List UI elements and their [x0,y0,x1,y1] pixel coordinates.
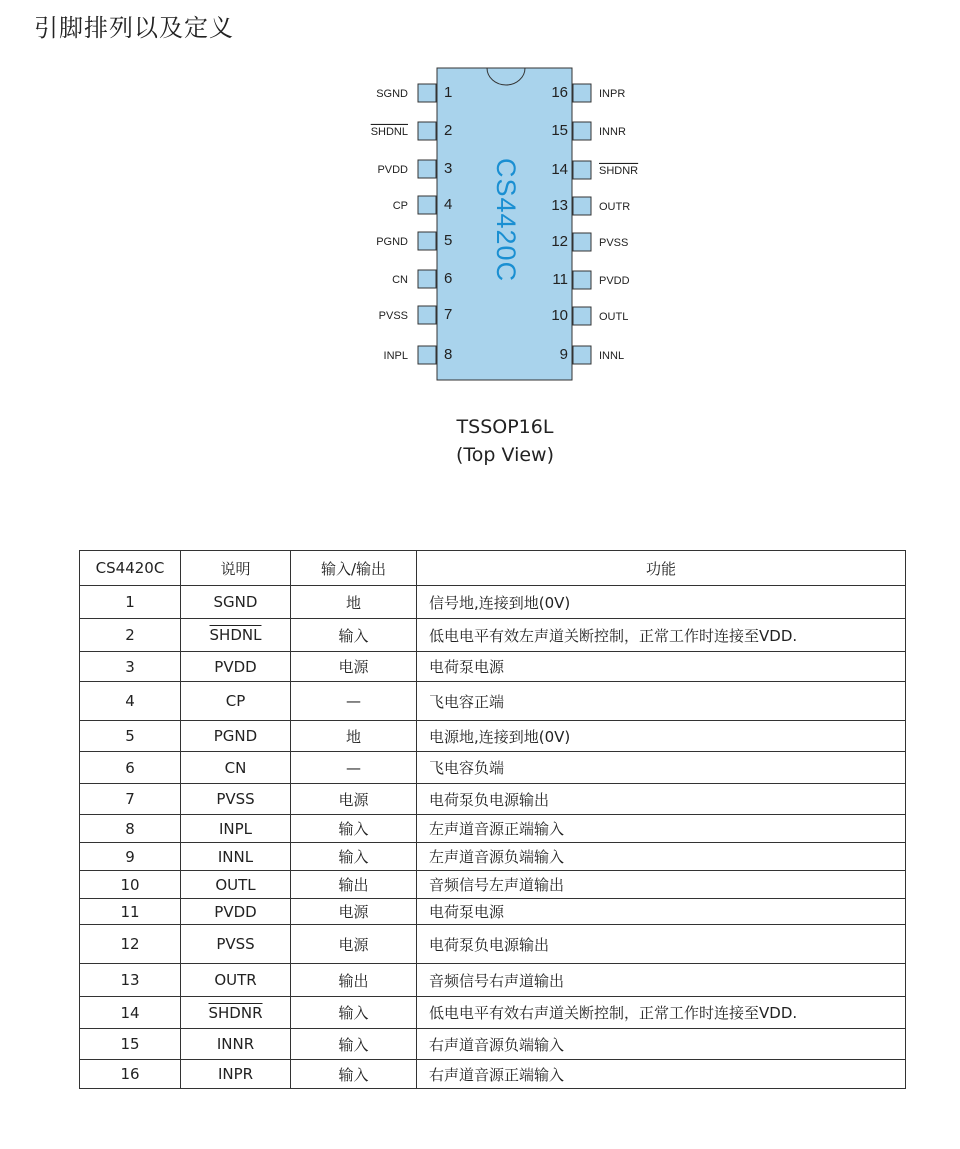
pin-number: 15 [551,121,568,139]
pin-name-cell: INNR [181,1029,291,1060]
pin-number: 1 [444,83,453,101]
table-row [80,652,906,682]
pin-number-cell: 1 [80,586,181,619]
pin-number-cell: 4 [80,682,181,721]
table-row [80,925,906,964]
pin-number-cell: 14 [80,997,181,1029]
header-io: 输入/输出 [291,551,417,586]
function-cell: 信号地,连接到地(0V) [417,586,906,619]
pin-number: 14 [551,160,568,178]
pin-pad [418,122,436,140]
pin-number-cell: 12 [80,925,181,964]
pin-name-cell: SHDNL [181,619,291,652]
table-row [80,619,906,652]
io-cell: 输出 [291,871,417,899]
function-cell: 左声道音源负端输入 [417,843,906,871]
pin-number: 10 [551,306,568,324]
pin-pad [418,232,436,250]
pin-number-cell: 7 [80,784,181,815]
table-row [80,815,906,843]
pin-name-cell: PVSS [181,925,291,964]
pin-number: 16 [551,83,568,101]
pin-number-cell: 9 [80,843,181,871]
pin-pad [418,196,436,214]
package-view: (Top View) [455,444,554,466]
pin-number-cell: 2 [80,619,181,652]
pin-number-cell: 16 [80,1060,181,1089]
pin-number: 8 [444,345,453,363]
pin-pad [573,307,591,325]
io-cell: — [291,682,417,721]
pin-name-label: INPR [599,87,626,100]
function-cell: 飞电容正端 [417,682,906,721]
header-name: 说明 [181,551,291,586]
pin-pad [573,161,591,179]
io-cell: 输入 [291,1060,417,1089]
io-cell: 地 [291,586,417,619]
pin-name-label: CP [392,199,408,212]
io-cell: 电源 [291,652,417,682]
pin-number: 7 [444,305,453,323]
function-cell: 左声道音源正端输入 [417,815,906,843]
pin-pad [418,346,436,364]
io-cell: 输入 [291,619,417,652]
function-cell: 飞电容负端 [417,752,906,784]
pin-definition-table [79,550,906,1089]
function-cell: 低电电平有效左声道关断控制，正常工作时连接至VDD. [417,619,906,652]
pin-number: 4 [444,195,453,213]
pin-name-cell: SGND [181,586,291,619]
pin-pad [573,84,591,102]
package-name: TSSOP16L [456,416,554,438]
pin-number: 13 [551,196,568,214]
io-cell: 输入 [291,815,417,843]
header-function: 功能 [417,551,906,586]
table-row [80,682,906,721]
io-cell: 电源 [291,925,417,964]
function-cell: 右声道音源负端输入 [417,1029,906,1060]
pin-number: 3 [444,159,453,177]
pin-number-cell: 3 [80,652,181,682]
pin-number-cell: 13 [80,964,181,997]
pin-name-label: PGND [376,235,408,248]
table-row [80,899,906,925]
table-row [80,843,906,871]
pin-name-label: SGND [376,87,408,100]
pin-number: 12 [551,232,568,250]
io-cell: 输入 [291,843,417,871]
pin-name-label: SHDNR [599,164,639,177]
table-row [80,784,906,815]
table-row [80,1029,906,1060]
pin-name-label: INNR [599,125,626,138]
pin-name-cell: PGND [181,721,291,752]
pin-name-cell: PVDD [181,899,291,925]
pin-name-label: OUTL [599,310,629,323]
pin-pad [573,346,591,364]
pin-pad [418,160,436,178]
function-cell: 电荷泵负电源输出 [417,784,906,815]
table-row [80,752,906,784]
table-header [80,551,906,586]
pin-number: 2 [444,121,453,139]
pin-number-cell: 6 [80,752,181,784]
pin-name-cell: PVDD [181,652,291,682]
io-cell: 输出 [291,964,417,997]
io-cell: 输入 [291,1029,417,1060]
table-row [80,721,906,752]
function-cell: 电荷泵负电源输出 [417,925,906,964]
pin-number: 6 [444,269,453,287]
pin-number: 11 [552,270,568,288]
function-cell: 右声道音源正端输入 [417,1060,906,1089]
pin-number-cell: 11 [80,899,181,925]
pin-number: 9 [559,345,568,363]
chip-name: CS4420C [491,158,521,283]
pin-name-cell: INPR [181,1060,291,1089]
io-cell: 电源 [291,899,417,925]
page-title: 引脚排列以及定义 [34,14,234,42]
header-pin: CS4420C [80,551,181,586]
pin-number-cell: 8 [80,815,181,843]
table-row [80,586,906,619]
pin-number: 5 [444,231,453,249]
io-cell: 地 [291,721,417,752]
pin-name-cell: INNL [181,843,291,871]
pin-number-cell: 10 [80,871,181,899]
function-cell: 音频信号左声道输出 [417,871,906,899]
pin-pad [573,271,591,289]
pin-pad [418,84,436,102]
pin-name-label: PVSS [599,236,629,249]
table-row [80,997,906,1029]
table-row [80,1060,906,1089]
pin-name-label: PVSS [378,309,408,322]
function-cell: 电荷泵电源 [417,899,906,925]
pin-name-label: SHDNL [370,125,408,138]
pin-name-cell: OUTL [181,871,291,899]
pin-name-label: INPL [383,349,408,362]
pin-name-label: PVDD [377,163,408,176]
function-cell: 低电电平有效右声道关断控制，正常工作时连接至VDD. [417,997,906,1029]
table-row [80,964,906,997]
pin-name-cell: CN [181,752,291,784]
pin-name-label: INNL [599,349,625,362]
io-cell: — [291,752,417,784]
pin-number-cell: 15 [80,1029,181,1060]
function-cell: 音频信号右声道输出 [417,964,906,997]
function-cell: 电源地,连接到地(0V) [417,721,906,752]
pin-pad [573,233,591,251]
pin-pad [573,122,591,140]
io-cell: 输入 [291,997,417,1029]
pin-name-cell: CP [181,682,291,721]
pin-name-cell: SHDNR [181,997,291,1029]
pin-pad [418,306,436,324]
pin-pad [418,270,436,288]
pin-name-label: PVDD [599,274,630,287]
pin-pad [573,197,591,215]
pinout-diagram [0,0,960,400]
pin-name-cell: INPL [181,815,291,843]
pin-name-label: OUTR [599,200,631,213]
pin-name-label: CN [392,273,408,286]
table-row [80,871,906,899]
pin-name-cell: PVSS [181,784,291,815]
pin-number-cell: 5 [80,721,181,752]
io-cell: 电源 [291,784,417,815]
function-cell: 电荷泵电源 [417,652,906,682]
pin-name-cell: OUTR [181,964,291,997]
